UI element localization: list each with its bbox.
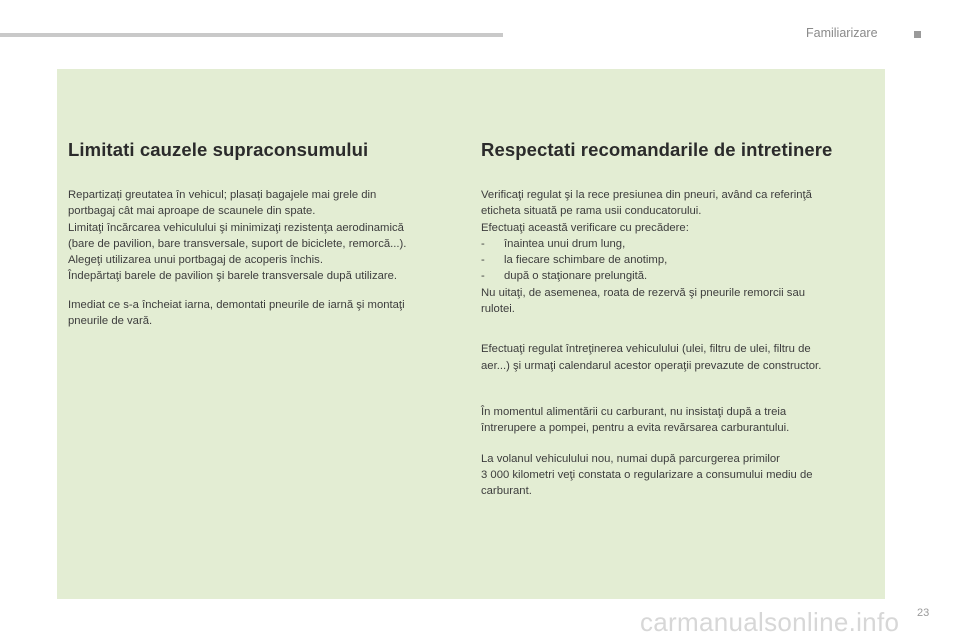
list-item: - înaintea unui drum lung, — [481, 237, 626, 250]
section-title: Familiarizare — [806, 26, 878, 40]
watermark: carmanualsonline.info — [640, 607, 900, 637]
header-rule — [0, 33, 503, 37]
left-heading: Limitati cauzele supraconsumului — [68, 139, 369, 160]
content-panel — [57, 69, 885, 599]
left-column — [68, 139, 458, 329]
right-column — [481, 139, 871, 499]
list-item: - după o staţionare prelungită. — [481, 270, 648, 283]
right-paragraph-3: În momentul alimentării cu carburant, nu insistaţi după a treia întrerupere a pompei, pentru a evita revărsarea carburantului. — [481, 405, 790, 435]
left-paragraph-1: Repartizați greutatea în vehicul; plasați bagajele mai grele din portbagaj cât mai aproape de scaunele din spate. Limitaţi încărcarea vehiculului şi minimizaţi rezistenţa aerodinamică (bare de pavilion, bare transversale, suport de biciclete, remorcă...). Alegeţi utilizarea unui portbagaj de acoperis închis. Îndepărtaţi barele de pavilion şi barele transversale după utilizare. — [68, 189, 407, 283]
right-paragraph-4: La volanul vehiculului nou, numai după parcurgerea primilor 3 000 kilometri veţi constata o regularizare a consumului mediu de carburant. — [481, 452, 813, 498]
right-paragraph-1: Verificaţi regulat şi la rece presiunea din pneuri, având ca referinţă eticheta situată pe rama usii conducatorului. Efectuaţi această verificare cu precădere: — [481, 189, 812, 234]
section-marker-icon — [914, 31, 921, 38]
tyre-check-list — [481, 236, 871, 285]
left-paragraph-2: Imediat ce s-a încheiat iarna, demontati pneurile de iarnă şi montaţi pneurile de vară. — [68, 298, 405, 328]
list-item: - la fiecare schimbare de anotimp, — [481, 254, 668, 267]
right-paragraph-1b: Nu uitaţi, de asemenea, roata de rezervă şi pneurile remorcii sau rulotei. — [481, 286, 806, 316]
page-number: 23 — [917, 607, 930, 619]
right-heading: Respectati recomandarile de intretinere — [481, 139, 833, 160]
right-paragraph-2: Efectuaţi regulat întreţinerea vehiculului (ulei, filtru de ulei, filtru de aer...) şi urmaţi calendarul acestor operaţii prevazute de constructor. — [481, 343, 822, 372]
